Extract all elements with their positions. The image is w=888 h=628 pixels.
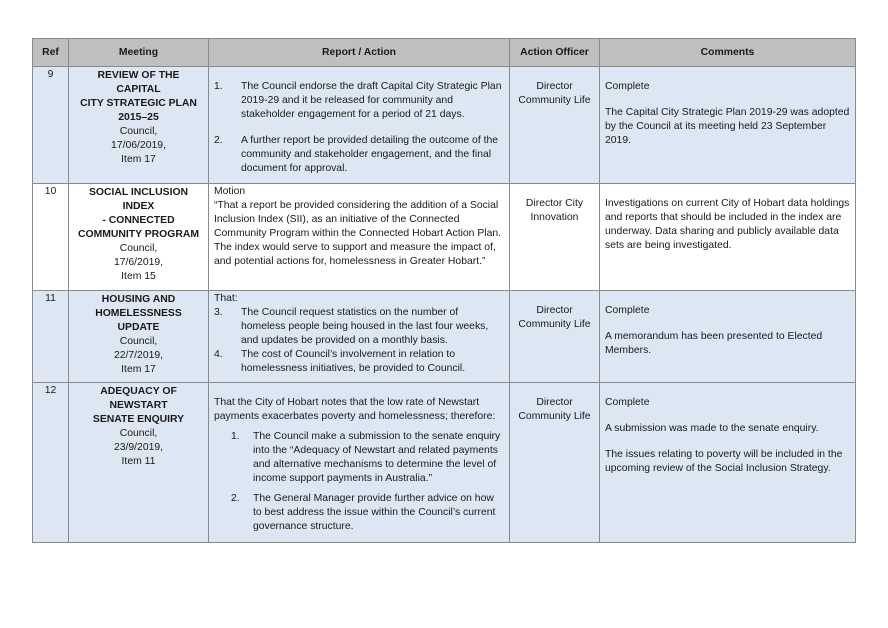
- item-text: The Council make a submission to the senate enquiry into the “Adequacy of Newstart and related payments and alternative mechanisms to determine the level of income support payments in Australia.”: [253, 431, 501, 484]
- col-header-report: Report / Action: [209, 39, 510, 67]
- meeting-title-line: 2015–25: [118, 112, 159, 123]
- report-cell: [209, 67, 510, 184]
- intro-text: That:: [214, 293, 238, 304]
- meeting-title-line: SOCIAL INCLUSION INDEX: [88, 187, 189, 212]
- comments-cell: [600, 383, 856, 543]
- meeting-detail-line: Item 17: [121, 364, 156, 375]
- col-header-comments: Comments: [600, 39, 856, 67]
- item-number: 2.: [231, 493, 240, 504]
- action-officer-cell: Director Community Life: [510, 67, 600, 184]
- comment-text: A memorandum has been presented to Elected Members.: [605, 331, 823, 356]
- comment-text: The Capital City Strategic Plan 2019-29 was adopted by the Council at its meeting held 23 September 2019.: [605, 107, 850, 146]
- meeting-detail-line: Item 11: [121, 456, 156, 467]
- meeting-title-line: HOUSING AND: [101, 294, 176, 305]
- meeting-cell: [69, 291, 209, 383]
- comments-cell: [600, 291, 856, 383]
- meeting-detail-line: Item 17: [121, 154, 156, 165]
- numbered-item: [214, 80, 504, 122]
- header-row: [33, 39, 856, 67]
- comment-text: Complete: [605, 305, 650, 316]
- comment-text: The issues relating to poverty will be included in the upcoming review of the Social Inclusion Strategy.: [605, 449, 843, 474]
- meeting-detail-line: 23/9/2019,: [113, 442, 164, 453]
- ref-cell: 10: [33, 184, 69, 291]
- comment-text: A submission was made to the senate enquiry.: [605, 423, 819, 434]
- meeting-detail-line: Council,: [119, 428, 158, 439]
- meeting-title-line: CITY STRATEGIC PLAN: [80, 98, 197, 109]
- intro-text: That the City of Hobart notes that the low rate of Newstart payments exacerbates poverty and homelessness; therefore:: [214, 397, 496, 422]
- col-header-officer: Action Officer: [510, 39, 600, 67]
- table-row: [33, 291, 856, 383]
- meeting-detail-line: Item 15: [121, 271, 156, 282]
- table-row: [33, 67, 856, 184]
- action-table: [32, 38, 856, 543]
- meeting-detail-line: 17/6/2019,: [113, 257, 164, 268]
- item-number: 3.: [214, 307, 223, 318]
- meeting-title-line: HOMELESSNESS UPDATE: [95, 308, 182, 333]
- item-text: The General Manager provide further advice on how to best address the issue within the Council’s current governance structure.: [253, 493, 496, 532]
- ref-cell: 12: [33, 383, 69, 543]
- table-row: [33, 383, 856, 543]
- report-cell: [209, 291, 510, 383]
- ref-cell: 9: [33, 67, 69, 184]
- numbered-item: [214, 134, 504, 176]
- meeting-title-line: REVIEW OF THE CAPITAL: [97, 70, 180, 95]
- meeting-title-line: SENATE ENQUIRY: [92, 414, 185, 425]
- item-number: 4.: [214, 349, 223, 360]
- comment-text: Investigations on current City of Hobart data holdings and reports that should be included in the index are underway. Data sharing and publicly available data sets are being investigated.: [605, 198, 850, 251]
- item-text: The Council request statistics on the number of homeless people being housed in the last four weeks, and updates be provided on a monthly basis.: [241, 307, 489, 346]
- motion-text: “That a report be provided considering the addition of a Social Inclusion Index (SII), as an initiative of the Connected Community Program within the Connected Hobart Action Plan. The index would serve to support and measure the impact of, and potential actions for, homelessness in Greater Hobart.”: [214, 200, 502, 267]
- numbered-item: [214, 348, 504, 376]
- table-row: [33, 184, 856, 291]
- ref-cell: 11: [33, 291, 69, 383]
- action-officer-cell: Director Community Life: [510, 383, 600, 543]
- meeting-title-line: ADEQUACY OF NEWSTART: [100, 386, 177, 411]
- meeting-detail-line: Council,: [119, 336, 158, 347]
- item-number: 1.: [214, 81, 223, 92]
- comment-text: Complete: [605, 397, 650, 408]
- motion-label: Motion: [214, 186, 246, 197]
- meeting-title-line: COMMUNITY PROGRAM: [77, 229, 200, 240]
- col-header-meeting: Meeting: [69, 39, 209, 67]
- meeting-cell: [69, 184, 209, 291]
- report-cell: [209, 383, 510, 543]
- comments-cell: [600, 67, 856, 184]
- meeting-cell: [69, 383, 209, 543]
- meeting-cell: [69, 67, 209, 184]
- meeting-detail-line: 17/06/2019,: [111, 140, 166, 151]
- action-officer-cell: Director City Innovation: [510, 184, 600, 291]
- item-number: 2.: [214, 135, 223, 146]
- col-header-ref: Ref: [33, 39, 69, 67]
- numbered-item: [214, 306, 504, 348]
- item-text: A further report be provided detailing the outcome of the community and stakeholder engagement, and the final document for approval.: [241, 135, 499, 174]
- numbered-item: [214, 430, 504, 486]
- comments-cell: [600, 184, 856, 291]
- item-text: The cost of Council’s involvement in relation to homelessness initiatives, be provided to Council.: [241, 349, 466, 374]
- report-cell: [209, 184, 510, 291]
- comment-text: Complete: [605, 81, 650, 92]
- item-number: 1.: [231, 431, 240, 442]
- meeting-detail-line: Council,: [119, 126, 158, 137]
- meeting-detail-line: 22/7/2019,: [113, 350, 164, 361]
- meeting-title-line: - CONNECTED: [102, 215, 175, 226]
- meeting-detail-line: Council,: [119, 243, 158, 254]
- item-text: The Council endorse the draft Capital City Strategic Plan 2019-29 and it be released for community and stakeholder engagement for a period of 21 days.: [241, 81, 502, 120]
- action-officer-cell: Director Community Life: [510, 291, 600, 383]
- numbered-item: [214, 492, 504, 534]
